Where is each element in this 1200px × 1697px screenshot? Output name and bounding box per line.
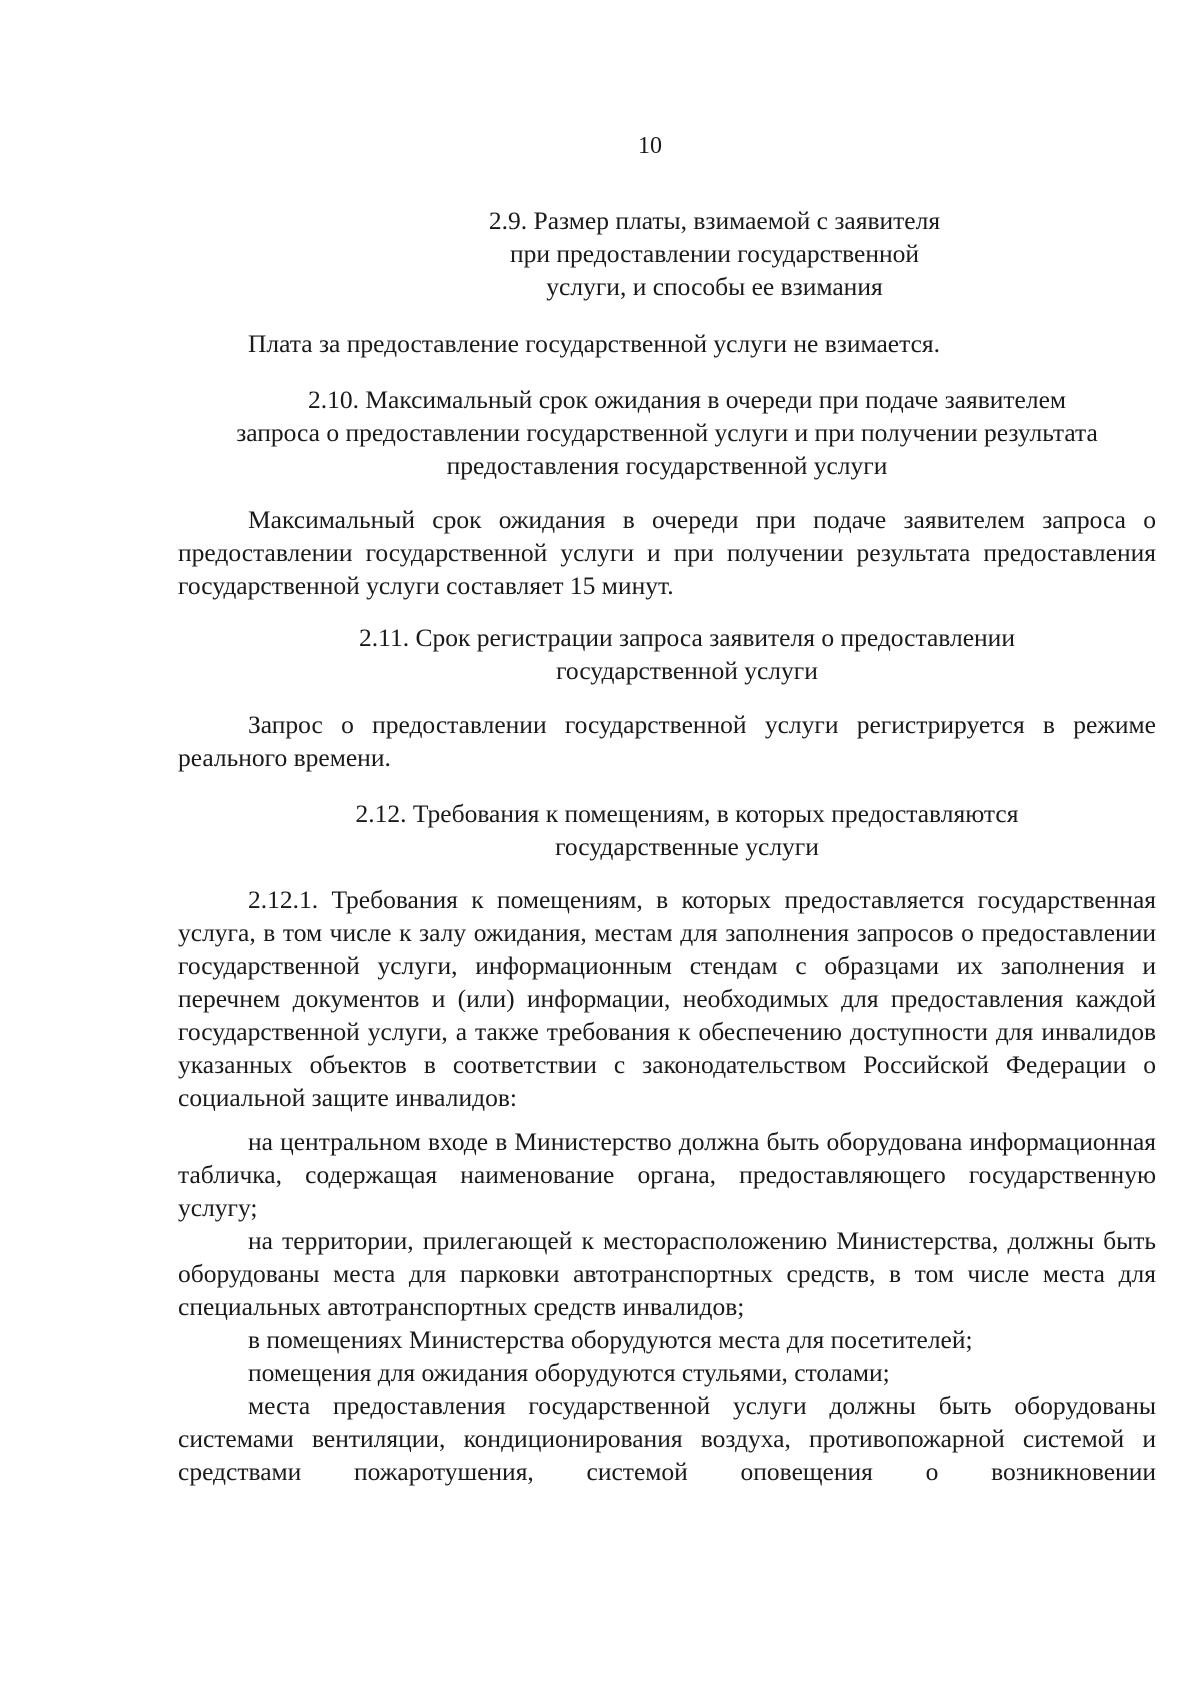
list-item: помещения для ожидания оборудуются стульями, столами;	[248, 1358, 890, 1387]
heading-line: 2.11. Срок регистрации запроса заявителя о предоставлении	[359, 623, 1015, 652]
section-2-11-text	[178, 708, 1156, 774]
heading-line: услуги, и способы ее взимания	[546, 272, 883, 301]
section-2-10-text	[178, 503, 1156, 602]
heading-line: при предоставлении государственной	[509, 239, 920, 268]
section-2-9-text: Плата за предоставление государственной услуги не взимается.	[248, 329, 940, 358]
paragraph: Запрос о предоставлении государственной услуги регистрируется в режиме реального времени.	[178, 710, 1156, 772]
requirements-list	[178, 1125, 1156, 1488]
heading-line: государственной услуги	[556, 656, 818, 685]
list-item: в помещениях Министерства оборудуются места для посетителей;	[248, 1325, 973, 1354]
list-item: на центральном входе в Министерство должна быть оборудована информационная табличка, содержащая наименование органа, предоставляющего государственную услугу;	[178, 1127, 1156, 1222]
section-2-12-heading	[178, 797, 1156, 863]
section-2-12-1-text	[178, 883, 1156, 1114]
list-item: на территории, прилегающей к месторасположению Министерства, должны быть оборудованы места для парковки автотранспортных средств, в том числе места для специальных автотранспортных средств инвалидов;	[178, 1226, 1156, 1321]
section-2-11-heading	[178, 621, 1156, 687]
heading-line: запроса о предоставлении государственной услуги и при получении результата	[236, 418, 1098, 447]
heading-line: 2.10. Максимальный срок ожидания в очереди при подаче заявителем	[307, 385, 1067, 414]
paragraph: 2.12.1. Требования к помещениям, в которых предоставляется государственная услуга, в том числе к залу ожидания, местам для заполнения запросов о предоставлении государственной услуги, информационным стендам с образцами их заполнения и перечнем документов и (или) информации, необходимых для предоставления каждой государственной услуги, а также требования к обеспечению доступности для инвалидов указанных объектов в соответствии с законодательством Российской Федерации о социальной защите инвалидов:	[178, 885, 1156, 1112]
heading-line: предоставления государственной услуги	[446, 451, 888, 480]
page-number: 10	[638, 133, 662, 159]
paragraph: Максимальный срок ожидания в очереди при подаче заявителем запроса о предоставлении государственной услуги и при получении результата предоставления государственной услуги составляет 15 минут.	[178, 505, 1156, 600]
list-item: места предоставления государственной услуги должны быть оборудованы системами вентиляции, кондиционирования воздуха, противопожарной системой и средствами пожаротушения, системой оповещения о возникновении	[178, 1391, 1156, 1486]
heading-line: государственные услуги	[555, 832, 819, 861]
section-2-10-heading	[178, 383, 1156, 482]
section-2-9-heading	[178, 204, 1156, 303]
heading-line: 2.12. Требования к помещениям, в которых предоставляются	[355, 799, 1019, 828]
heading-line: 2.9. Размер платы, взимаемой с заявителя	[488, 206, 941, 235]
